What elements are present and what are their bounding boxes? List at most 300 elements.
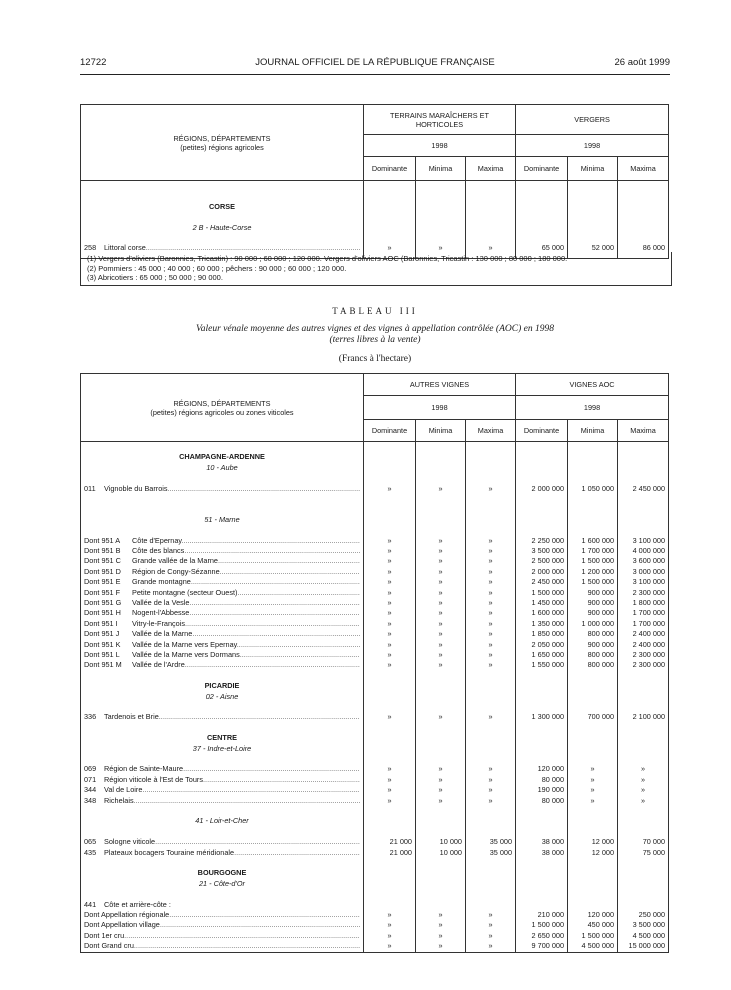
cell-value: 3 000 000 <box>618 567 669 577</box>
cell-value: 3 500 000 <box>618 920 669 930</box>
cell-value: 2 450 000 <box>618 484 669 494</box>
row-code: 348 <box>84 795 97 805</box>
cell-value: » <box>466 712 516 722</box>
cell-value: » <box>364 640 416 650</box>
cell-value: » <box>466 764 516 774</box>
table-row <box>81 650 669 660</box>
department-heading: 21 - Côte-d'Or <box>81 879 364 889</box>
row-name: Nogent-l'Abbesse <box>132 608 190 618</box>
minima-header: Minima <box>568 420 618 442</box>
cell-value: 3 500 000 <box>516 546 568 556</box>
cell-value: 1 200 000 <box>568 567 618 577</box>
department-heading: 10 - Aube <box>81 463 364 473</box>
cell-value: 1 600 000 <box>516 608 568 618</box>
row-code: Dont 951 J <box>84 629 120 639</box>
cell-value: 700 000 <box>568 712 618 722</box>
row-name: Région de Congy-Sézanne <box>132 566 220 576</box>
table-row <box>81 848 669 858</box>
cell-value: 1 700 000 <box>618 608 669 618</box>
region-heading: CORSE <box>81 202 364 212</box>
spacer-row <box>81 525 669 535</box>
row-name: Côte des blancs <box>132 545 185 555</box>
year-header: 1998 <box>364 135 516 157</box>
cell-value: » <box>416 785 466 795</box>
cell-value: » <box>466 588 516 598</box>
cell-value: » <box>364 243 416 253</box>
spacer-row <box>81 754 669 764</box>
cell-value: » <box>416 640 466 650</box>
cell-value: » <box>364 536 416 546</box>
row-code: 435 <box>84 847 97 857</box>
maxima-header: Maxima <box>466 157 516 181</box>
cell-value: 21 000 <box>364 837 416 847</box>
minima-header: Minima <box>416 157 466 181</box>
cell-value: 210 000 <box>516 910 568 920</box>
cell-value: 12 000 <box>568 848 618 858</box>
cell-value: » <box>416 243 466 253</box>
row-name: Vallée de la Marne vers Epernay <box>132 639 237 649</box>
department-heading: 02 - Aisne <box>81 692 364 702</box>
row-code: Dont 951 K <box>84 639 121 649</box>
note-2: (2) Pommiers : 45 000 ; 40 000 ; 60 000 ; pêchers : 90 000 ; 60 000 ; 120 000. <box>87 263 347 273</box>
cell-value: » <box>416 619 466 629</box>
year-header: 1998 <box>364 396 516 420</box>
cell-value: 2 400 000 <box>618 629 669 639</box>
note-1: (1) Vergers d'oliviers (Baronnies, Tricastin) : 90 000 ; 60 000 ; 120 000. Vergers d'oliviers AOC (Baronnies, Tricastin : 130 000 ; 80 000 ; 180 000. <box>87 254 568 263</box>
cell-value: 52 000 <box>568 243 618 253</box>
cell-value: » <box>416 629 466 639</box>
tableau-title: Valeur vénale moyenne des autres vignes et des vignes à appellation contrôlée (AOC) en 1998 <box>196 324 554 334</box>
cell-value: 2 300 000 <box>618 588 669 598</box>
region-row <box>81 452 669 462</box>
row-name: Val de Loire <box>104 785 143 795</box>
table-row <box>81 619 669 629</box>
row-name: Dont 1er cru <box>84 930 125 940</box>
cell-value: 800 000 <box>568 660 618 670</box>
cell-value: » <box>416 536 466 546</box>
row-code: Dont 951 G <box>84 598 122 608</box>
cell-value: 2 000 000 <box>516 484 568 494</box>
cell-value: 450 000 <box>568 920 618 930</box>
spacer-row <box>81 806 669 816</box>
table-row <box>81 608 669 618</box>
cell-value: » <box>466 608 516 618</box>
table-row <box>81 577 669 587</box>
department-row <box>81 463 669 473</box>
cell-value: » <box>568 785 618 795</box>
issue-date: 26 août 1999 <box>614 57 670 68</box>
cell-value: 21 000 <box>364 848 416 858</box>
cell-value: 1 350 000 <box>516 619 568 629</box>
row-name: Côte et arrière-côte : <box>104 899 171 909</box>
region-heading: CENTRE <box>81 733 364 743</box>
department-heading: 37 - Indre-et-Loire <box>81 744 364 754</box>
row-code: Dont 951 F <box>84 587 121 597</box>
cell-value: 1 800 000 <box>618 598 669 608</box>
cell-value: » <box>416 484 466 494</box>
row-code: 336 <box>84 712 97 722</box>
cell-value: 35 000 <box>466 837 516 847</box>
minima-header: Minima <box>568 157 618 181</box>
table-row <box>81 567 669 577</box>
table-vignes <box>80 373 669 953</box>
cell-value: 38 000 <box>516 848 568 858</box>
department-heading: 41 - Loir-et-Cher <box>81 816 364 826</box>
cell-value: » <box>364 920 416 930</box>
year-header: 1998 <box>516 396 669 420</box>
row-code: Dont 951 E <box>84 577 121 587</box>
spacer-row <box>81 504 669 514</box>
row-name: Richelais <box>104 795 134 805</box>
row-name: Sologne viticole <box>104 837 156 847</box>
dominante-header: Dominante <box>364 157 416 181</box>
row-name: Vallée de la Marne vers Dormans <box>132 650 240 660</box>
table-row <box>81 588 669 598</box>
cell-value: » <box>364 660 416 670</box>
cell-value: 2 450 000 <box>516 577 568 587</box>
minima-header: Minima <box>416 420 466 442</box>
cell-value: » <box>466 775 516 785</box>
cell-value: » <box>416 775 466 785</box>
tableau-unit: (Francs à l'hectare) <box>338 354 412 364</box>
maxima-header: Maxima <box>618 157 669 181</box>
row-code: 065 <box>84 837 97 847</box>
cell-value: » <box>568 796 618 806</box>
row-code: 258 <box>84 243 97 253</box>
cell-value: » <box>618 785 669 795</box>
dominante-header: Dominante <box>516 420 568 442</box>
cell-value: » <box>364 484 416 494</box>
row-name: Vitry-le-François <box>132 618 185 628</box>
cell-value: » <box>416 608 466 618</box>
row-code: Dont 951 I <box>84 618 118 628</box>
group-header-autres-vignes: AUTRES VIGNES <box>364 374 516 396</box>
cell-value: 4 500 000 <box>618 931 669 941</box>
cell-value: 9 700 000 <box>516 941 568 952</box>
cell-value: » <box>466 931 516 941</box>
cell-value: 800 000 <box>568 650 618 660</box>
cell-value: 2 050 000 <box>516 640 568 650</box>
group-header-vignes-aoc: VIGNES AOC <box>516 374 669 396</box>
cell-value: 2 300 000 <box>618 650 669 660</box>
row-name: Vignoble du Barrois <box>104 483 168 493</box>
cell-value: » <box>568 775 618 785</box>
group-header-vergers: VERGERS <box>516 105 669 135</box>
cell-value: » <box>466 660 516 670</box>
cell-value: 4 000 000 <box>618 546 669 556</box>
table-row <box>81 629 669 639</box>
row-code: Dont 951 H <box>84 608 121 618</box>
table-row <box>81 775 669 785</box>
row-code: 071 <box>84 774 97 784</box>
row-code: Dont 951 A <box>84 535 121 545</box>
cell-value: 120 000 <box>568 910 618 920</box>
cell-value: 250 000 <box>618 910 669 920</box>
table-row <box>81 910 669 920</box>
table-row <box>81 660 669 670</box>
row-code: Dont 951 M <box>84 660 122 670</box>
cell-value: » <box>466 484 516 494</box>
cell-value: 2 300 000 <box>618 660 669 670</box>
spacer-row <box>81 442 669 453</box>
dominante-header: Dominante <box>516 157 568 181</box>
cell-value: 900 000 <box>568 608 618 618</box>
cell-value: 1 600 000 <box>568 536 618 546</box>
page-header <box>80 57 670 71</box>
region-heading: BOURGOGNE <box>81 868 364 878</box>
cell-value: 1 500 000 <box>516 920 568 930</box>
table-row <box>81 796 669 806</box>
cell-value: 35 000 <box>466 848 516 858</box>
cell-value: 1 550 000 <box>516 660 568 670</box>
cell-value: 75 000 <box>618 848 669 858</box>
cell-value: » <box>416 650 466 660</box>
cell-value: » <box>364 650 416 660</box>
cell-value: 1 850 000 <box>516 629 568 639</box>
header-rule <box>80 74 670 75</box>
cell-value: 1 450 000 <box>516 598 568 608</box>
table-row <box>81 712 669 722</box>
column-header-regions: RÉGIONS, DÉPARTEMENTS (petites) régions agricoles <box>81 105 364 181</box>
cell-value: 1 500 000 <box>568 556 618 566</box>
table-row <box>81 536 669 546</box>
department-row <box>81 816 669 826</box>
table-vergers <box>80 104 669 259</box>
table-row <box>81 546 669 556</box>
spacer-row <box>81 473 669 483</box>
cell-value: 1 700 000 <box>568 546 618 556</box>
region-row <box>81 681 669 691</box>
table-notes <box>80 252 672 286</box>
cell-value: » <box>466 536 516 546</box>
cell-value: 80 000 <box>516 796 568 806</box>
cell-value: » <box>618 796 669 806</box>
cell-value: 1 650 000 <box>516 650 568 660</box>
cell-value: 2 000 000 <box>516 567 568 577</box>
row-code: 344 <box>84 785 97 795</box>
maxima-header: Maxima <box>618 420 669 442</box>
row-name: Dont Grand cru <box>84 941 134 951</box>
cell-value: 4 500 000 <box>568 941 618 952</box>
cell-value: » <box>466 785 516 795</box>
spacer-row <box>81 827 669 837</box>
row-code: 441 <box>84 899 97 909</box>
tableau-subtitle: (terres libres à la vente) <box>329 335 421 345</box>
cell-value: 900 000 <box>568 588 618 598</box>
region-heading: CHAMPAGNE-ARDENNE <box>81 452 364 462</box>
cell-value: 10 000 <box>416 848 466 858</box>
cell-value: » <box>416 598 466 608</box>
cell-value: » <box>364 931 416 941</box>
cell-value: 1 050 000 <box>568 484 618 494</box>
cell-value: » <box>416 910 466 920</box>
cell-value: 38 000 <box>516 837 568 847</box>
table-row <box>81 900 669 910</box>
department-heading: 51 - Marne <box>81 515 364 525</box>
cell-value: 80 000 <box>516 775 568 785</box>
cell-value: 900 000 <box>568 598 618 608</box>
row-name: Dont Appellation village <box>84 920 160 930</box>
department-row <box>81 692 669 702</box>
cell-value: » <box>466 577 516 587</box>
note-3: (3) Abricotiers : 65 000 ; 50 000 ; 90 000. <box>87 273 223 282</box>
table-row <box>81 764 669 774</box>
row-name: Vallée de la Vesle <box>132 598 190 608</box>
cell-value: » <box>416 931 466 941</box>
cell-value: » <box>466 546 516 556</box>
cell-value: 2 100 000 <box>618 712 669 722</box>
row-name: Petite montagne (secteur Ouest) <box>132 587 238 597</box>
row-code: Dont 951 D <box>84 566 121 576</box>
cell-value: » <box>416 660 466 670</box>
cell-value: 70 000 <box>618 837 669 847</box>
cell-value: » <box>466 920 516 930</box>
cell-value: » <box>364 785 416 795</box>
cell-value: » <box>466 629 516 639</box>
cell-value: » <box>364 556 416 566</box>
cell-value: 1 000 000 <box>568 619 618 629</box>
cell-value: 1 700 000 <box>618 619 669 629</box>
spacer-row <box>81 889 669 899</box>
row-name: Grande vallée de la Marne <box>132 556 218 566</box>
region-row <box>81 868 669 878</box>
table-row <box>81 785 669 795</box>
row-name: Vallée de la Marne <box>132 629 193 639</box>
cell-value: 2 650 000 <box>516 931 568 941</box>
cell-value: 190 000 <box>516 785 568 795</box>
page-number: 12722 <box>80 57 107 68</box>
cell-value: 65 000 <box>516 243 568 253</box>
row-name: Grande montagne <box>132 577 191 587</box>
maxima-header: Maxima <box>466 420 516 442</box>
cell-value: » <box>364 910 416 920</box>
cell-value: 2 500 000 <box>516 556 568 566</box>
cell-value: » <box>618 775 669 785</box>
cell-value: » <box>364 608 416 618</box>
cell-value: » <box>618 764 669 774</box>
cell-value: » <box>416 764 466 774</box>
cell-value: » <box>364 775 416 785</box>
table-row <box>81 920 669 930</box>
region-row <box>81 733 669 743</box>
cell-value: 2 400 000 <box>618 640 669 650</box>
cell-value: » <box>416 941 466 952</box>
cell-value: » <box>416 546 466 556</box>
row-name: Région de Sainte-Maure <box>104 764 184 774</box>
cell-value: » <box>466 567 516 577</box>
journal-title: JOURNAL OFFICIEL DE LA RÉPUBLIQUE FRANÇAISE <box>255 57 495 68</box>
cell-value: 3 100 000 <box>618 577 669 587</box>
department-heading: 2 B - Haute-Corse <box>81 223 364 233</box>
cell-value: 1 500 000 <box>568 931 618 941</box>
table-row <box>81 640 669 650</box>
cell-value: 3 600 000 <box>618 556 669 566</box>
cell-value: 1 500 000 <box>568 577 618 587</box>
cell-value: » <box>364 764 416 774</box>
cell-value: 2 250 000 <box>516 536 568 546</box>
cell-value: » <box>364 577 416 587</box>
cell-value: » <box>364 941 416 952</box>
row-code: 011 <box>84 483 96 493</box>
row-name: Région viticole à l'Est de Tours <box>104 774 204 784</box>
cell-value: » <box>416 567 466 577</box>
cell-value: » <box>364 712 416 722</box>
spacer-row <box>81 702 669 712</box>
cell-value: 900 000 <box>568 640 618 650</box>
cell-value: » <box>416 577 466 587</box>
cell-value: » <box>416 712 466 722</box>
row-code: Dont 951 B <box>84 545 121 555</box>
cell-value: » <box>568 764 618 774</box>
cell-value: » <box>416 920 466 930</box>
column-header-regions: RÉGIONS, DÉPARTEMENTS (petites) régions agricoles ou zones viticoles <box>81 374 364 442</box>
cell-value: » <box>364 629 416 639</box>
spacer-row <box>81 671 669 681</box>
cell-value: 10 000 <box>416 837 466 847</box>
department-row <box>81 515 669 525</box>
row-code: Dont 951 L <box>84 650 120 660</box>
region-heading: PICARDIE <box>81 681 364 691</box>
cell-value: » <box>364 796 416 806</box>
row-name: Plateaux bocagers Touraine méridionale <box>104 847 235 857</box>
spacer-row <box>81 858 669 868</box>
row-name: Dont Appellation régionale <box>84 910 170 920</box>
cell-value: 3 100 000 <box>618 536 669 546</box>
row-code: 069 <box>84 764 97 774</box>
cell-value: » <box>466 556 516 566</box>
cell-value: 1 500 000 <box>516 588 568 598</box>
cell-value: » <box>466 619 516 629</box>
cell-value: » <box>416 796 466 806</box>
cell-value: » <box>466 640 516 650</box>
cell-value: 12 000 <box>568 837 618 847</box>
cell-value: 1 300 000 <box>516 712 568 722</box>
tableau-label: TABLEAU III <box>332 306 418 316</box>
table-row <box>81 837 669 847</box>
cell-value: » <box>416 556 466 566</box>
cell-value: » <box>466 796 516 806</box>
cell-value: » <box>466 598 516 608</box>
cell-value: » <box>466 941 516 952</box>
cell-value: » <box>364 567 416 577</box>
cell-value: » <box>364 588 416 598</box>
row-name: Vallée de l'Ardre <box>132 660 185 670</box>
table-row <box>81 931 669 941</box>
group-header-maraichers: TERRAINS MARAÎCHERS ET HORTICOLES <box>364 105 516 135</box>
cell-value: » <box>466 910 516 920</box>
table-row <box>81 556 669 566</box>
department-row <box>81 879 669 889</box>
row-code: Dont 951 C <box>84 556 121 566</box>
cell-value: 120 000 <box>516 764 568 774</box>
table-row <box>81 941 669 952</box>
cell-value: » <box>364 546 416 556</box>
spacer-row <box>81 494 669 504</box>
row-name: Côte d'Epernay <box>132 535 182 545</box>
table-row <box>81 598 669 608</box>
department-row <box>81 744 669 754</box>
cell-value: 15 000 000 <box>618 941 669 952</box>
cell-value: » <box>466 650 516 660</box>
spacer-row <box>81 723 669 733</box>
year-header: 1998 <box>516 135 669 157</box>
cell-value: 86 000 <box>618 243 669 253</box>
cell-value: » <box>416 588 466 598</box>
row-name: Tardenois et Brie <box>104 712 159 722</box>
row-name: Littoral corse <box>104 243 146 253</box>
dominante-header: Dominante <box>364 420 416 442</box>
table-row <box>81 484 669 494</box>
